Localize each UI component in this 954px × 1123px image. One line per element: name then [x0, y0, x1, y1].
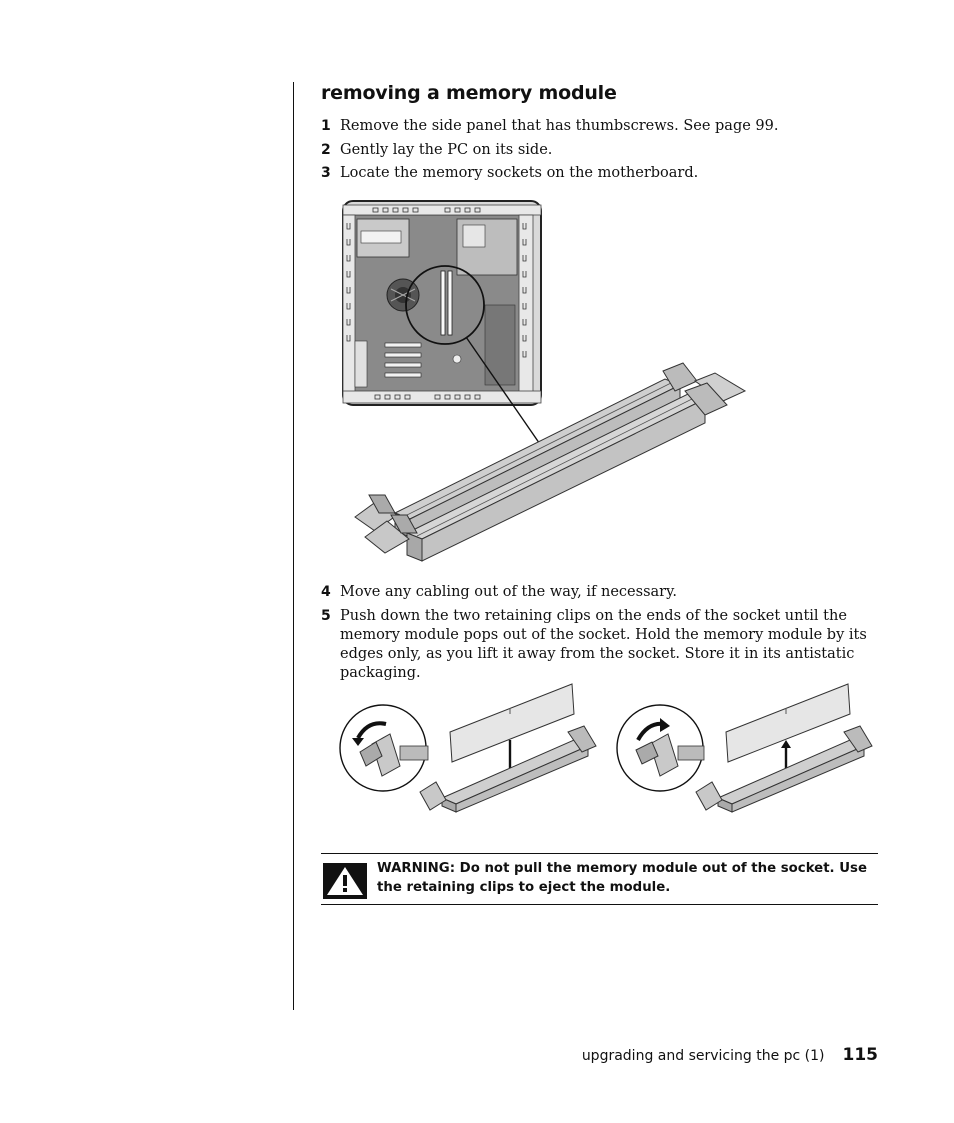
left-margin-rule: [293, 82, 294, 1010]
step-text: Locate the memory sockets on the motherboard.: [340, 165, 699, 181]
step-number: 3: [321, 165, 331, 181]
motherboard-memory-socket-illustration: [335, 195, 755, 565]
step-text: Remove the side panel that has thumbscrews. See page 99.: [340, 118, 779, 134]
warning-text: WARNING: Do not pull the memory module out of the socket. Use the retaining clips to eject the module.: [377, 861, 867, 895]
step-number: 2: [321, 142, 331, 158]
chapter-title: upgrading and servicing the pc (1): [581, 1048, 825, 1064]
warning-callout: [321, 855, 878, 903]
memory-module-removal-illustration: [338, 680, 878, 820]
warning-top-rule: [321, 853, 878, 854]
step-text: Move any cabling out of the way, if necessary.: [340, 584, 677, 600]
section-title: removing a memory module: [321, 82, 617, 104]
clip-release-detail: [340, 705, 428, 791]
warning-triangle-icon: [323, 863, 367, 899]
step-number: 5: [321, 608, 331, 624]
step-text: Push down the two retaining clips on the ends of the socket until the memory module pops out of the socket. Hold the memory module by its edges only, as you lift it away from the socket. Store it in its antistatic packaging.: [340, 608, 867, 681]
page-footer: [582, 1045, 878, 1065]
clip-closed-detail: [617, 705, 704, 791]
page-number: 115: [842, 1045, 878, 1065]
step-number: 4: [321, 584, 331, 600]
step-number: 1: [321, 118, 331, 134]
step-text: Gently lay the PC on its side.: [340, 142, 553, 158]
warning-bottom-rule: [321, 904, 878, 905]
